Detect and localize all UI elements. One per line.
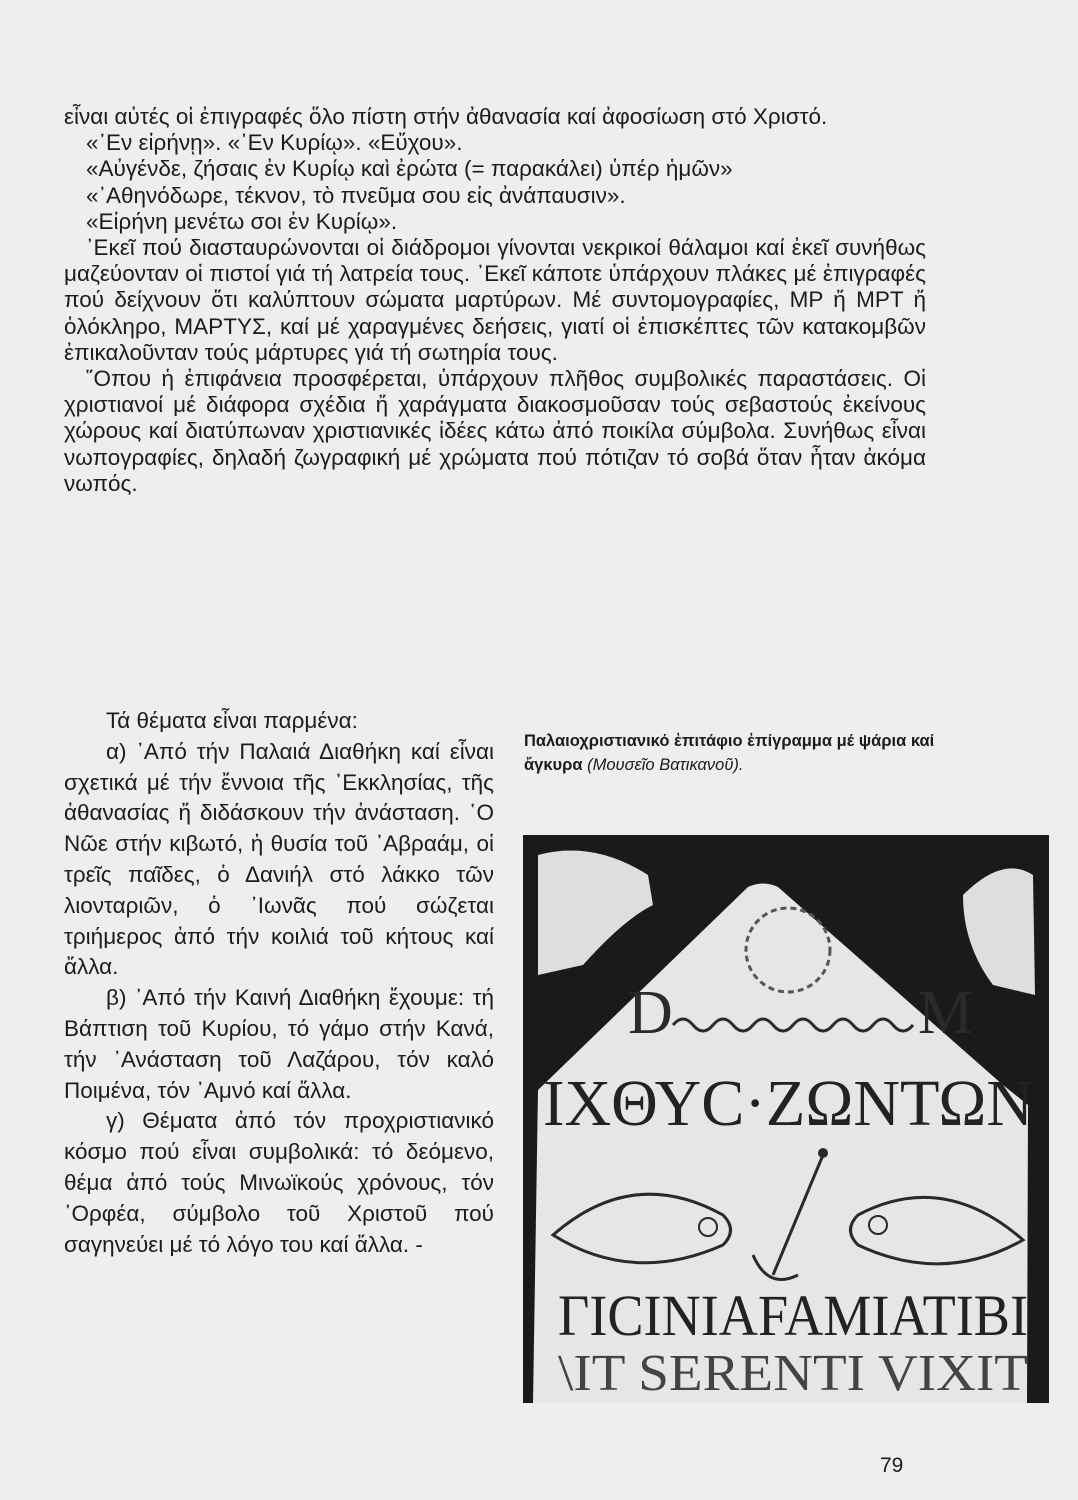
page-number: 79 (880, 1454, 904, 1477)
top-text-block (64, 104, 926, 497)
anchor-ring (818, 1148, 828, 1158)
inscription-ichthys: ΙΧΘΥC·ΖΩΝΤΩΝ (543, 1067, 1033, 1140)
epitaph-illustration (523, 835, 1049, 1403)
inscription-m: M (918, 979, 974, 1047)
inscription-line3: ΓICINIAFAMIATIBI (558, 1283, 1028, 1348)
paragraph: Τά θέματα εἶναι παρμένα: (106, 708, 358, 733)
quote-line: «Εἰρήνη μενέτω σοι ἐν Κυρίῳ». (86, 208, 398, 234)
caption-source: (Μουσεῖο Βατικανοῦ). (587, 756, 744, 774)
caption-title: Παλαιοχριστιανικό ἐπιτάφιο ἐπίγραμμα μέ ψάρια καί ἄγκυρα (524, 732, 935, 774)
paragraph: α) ᾿Από τήν Παλαιά Διαθήκη καί εἶναι σχετικά μέ τήν ἔννοια τῆς ᾿Εκκλησίας, τῆς ἀθανασίας ἤ διδάσκουν τήν ἀνάσταση. ῾Ο Νῶε στήν κιβωτό, ἡ θυσία τοῦ ᾿Αβραάμ, οἱ τρεῖς παῖδες, ὁ Δανιήλ στό λάκκο τῶν λιονταριῶν, ὁ ᾿Ιωνᾶς πού σώζεται τριήμερος ἀπό τήν κοιλιά τοῦ κήτους καί ἄλλα. (64, 738, 494, 980)
epitaph-photo (523, 835, 1049, 1403)
quote-line: «᾿Αθηνόδωρε, τέκνον, τὸ πνεῦμα σου εἰς ἀνάπαυσιν». (86, 182, 626, 208)
paragraph: β) ᾿Από τήν Καινή Διαθήκη ἔχουμε: τή Βάπτιση τοῦ Κυρίου, τό γάμο στήν Κανά, τήν ᾿Ανάσταση τοῦ Λαζάρου, τόν καλό Ποιμένα, τόν ᾿Αμνό καί ἄλλα. (64, 985, 494, 1103)
paragraph: εἶναι αὐτές οἱ ἐπιγραφές ὅλο πίστη στήν ἀθανασία καί ἀφοσίωση στό Χριστό. (64, 104, 828, 129)
quote-line: «᾿Εν εἰρήνῃ». «᾿Εν Κυρίῳ». «Εὔχου». (86, 130, 463, 156)
inscription-d: D (628, 979, 673, 1047)
paragraph: ῞Οπου ἡ ἐπιφάνεια προσφέρεται, ὑπάρχουν πλῆθος συμβολικές παραστάσεις. Οἱ χριστιανοί μέ διάφορα σχέδια ἤ χαράγματα διακοσμοῦσαν τούς σεβαστούς ἐκείνους χώρους καί διατύπωναν χριστιανικές ἰδέες κάτω ἀπό ποικίλα σύμβολα. Συνήθως εἶναι νωπογραφίες, δηλαδή ζωγραφική μέ χρώματα πού πότιζαν τό σοβά ὅταν ἦταν ἀκόμα νωπός. (64, 366, 926, 496)
figure-caption (524, 729, 944, 777)
paragraph: γ) Θέματα ἀπό τόν προχριστιανικό κόσμο πού εἶναι συμβολικά: τό δεόμενο, θέμα ἀπό τούς Μινωϊκούς χρόνους, τόν ᾿Ορφέα, σύμβολο τοῦ Χριστοῦ πού σαγηνεύει μέ τό λόγο του καί ἄλλα. - (64, 1108, 494, 1257)
left-column-text (64, 706, 494, 1260)
inscription-line4: \ΙΤ SERENTI VIXIT (558, 1345, 1028, 1402)
paragraph: ᾿Εκεῖ πού διασταυρώνονται οἱ διάδρομοι γίνονται νεκρικοί θάλαμοι καί ἐκεῖ συνήθως μαζεύονταν οἱ πιστοί γιά τή λατρεία τους. ᾿Εκεῖ κάποτε ὑπάρχουν πλάκες μέ ἐπιγραφές πού δείχνουν ὅτι καλύπτουν σώματα μαρτύρων. Μέ συντομογραφίες, ΜΡ ἤ ΜΡΤ ἤ ὁλόκληρο, ΜΑΡΤΥΣ, καί μέ χαραγμένες δεήσεις, γιατί οἱ ἐπισκέπτες τῶν κατακομβῶν ἐπικαλοῦνταν τούς μάρτυρες γιά τή σωτηρία τους. (64, 235, 926, 365)
quote-line: «Αὐγένδε, ζήσαις ἐν Κυρίῳ καὶ ἐρώτα (= παρακάλει) ὑπέρ ἡμῶν» (86, 156, 733, 182)
